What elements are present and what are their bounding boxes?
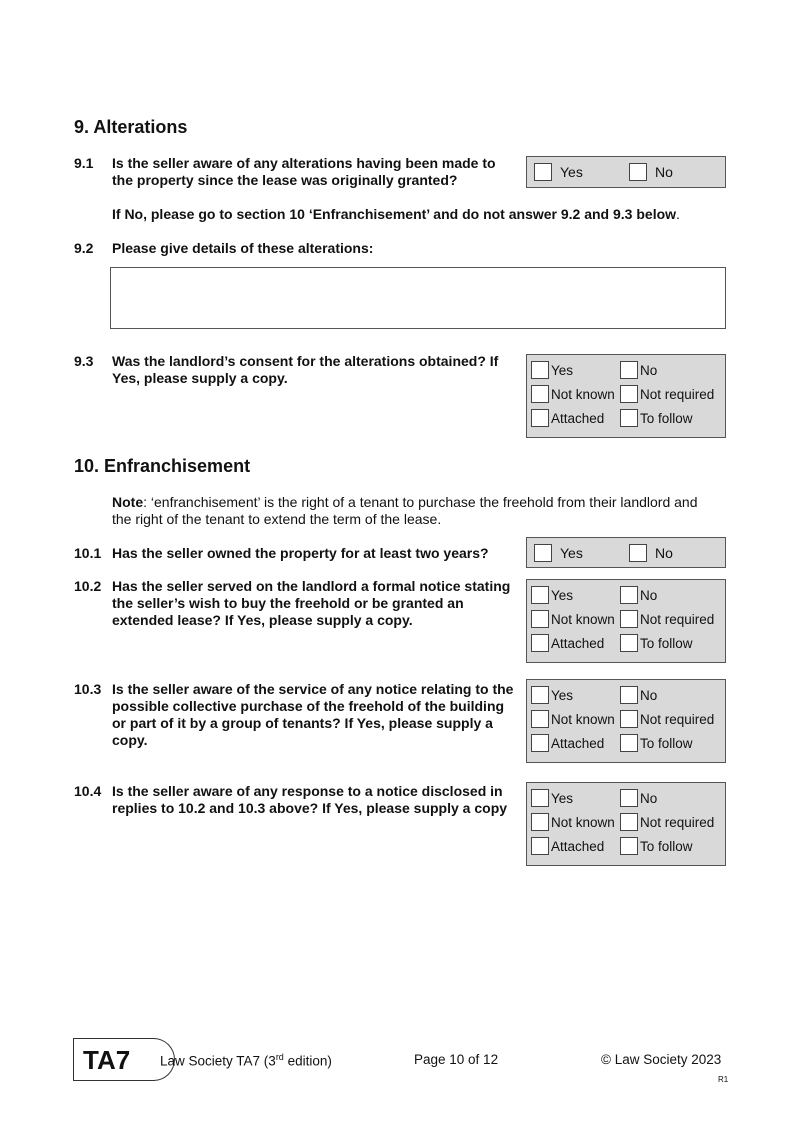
checkbox[interactable] <box>620 710 638 728</box>
option-attached[interactable]: Attached <box>531 409 604 429</box>
checkbox[interactable] <box>531 813 549 831</box>
checkbox[interactable] <box>620 837 638 855</box>
question-text: Please give details of these alterations: <box>112 240 374 256</box>
checkbox[interactable] <box>531 789 549 807</box>
section-9-heading: 9. Alterations <box>74 117 188 137</box>
option-to-follow[interactable]: To follow <box>620 837 693 857</box>
checkbox[interactable] <box>531 837 549 855</box>
option-no[interactable]: No <box>629 163 673 181</box>
copyright: © Law Society 2023 <box>601 1052 722 1067</box>
option-not-known[interactable]: Not known <box>531 385 615 405</box>
option-attached[interactable]: Attached <box>531 734 604 754</box>
option-yes[interactable]: Yes <box>531 686 573 706</box>
checkbox[interactable] <box>531 686 549 704</box>
checkbox[interactable] <box>531 586 549 604</box>
option-to-follow[interactable]: To follow <box>620 409 693 429</box>
option-attached[interactable]: Attached <box>531 634 604 654</box>
question-number: 9.3 <box>74 353 94 369</box>
question-text: Has the seller owned the property for at least two years? <box>112 545 489 561</box>
option-not-required[interactable]: Not required <box>620 710 714 730</box>
question-number: 10.2 <box>74 578 102 594</box>
checkbox[interactable] <box>620 586 638 604</box>
checkbox[interactable] <box>531 634 549 652</box>
answer-box-9-1 <box>526 156 726 188</box>
checkbox[interactable] <box>620 789 638 807</box>
answer-box-10-3 <box>526 679 726 763</box>
checkbox[interactable] <box>531 409 549 427</box>
checkbox[interactable] <box>620 610 638 628</box>
option-no[interactable]: No <box>620 361 657 381</box>
checkbox[interactable] <box>620 813 638 831</box>
option-attached[interactable]: Attached <box>531 837 604 857</box>
option-not-known[interactable]: Not known <box>531 610 615 630</box>
option-yes[interactable]: Yes <box>531 361 573 381</box>
ta7-logo <box>73 1038 155 1081</box>
form-title: Law Society TA7 (3rd edition) <box>160 1052 332 1069</box>
alterations-details-textbox[interactable] <box>110 267 726 329</box>
revision-code: R1 <box>718 1075 729 1084</box>
option-no[interactable]: No <box>620 789 657 809</box>
checkbox[interactable] <box>531 710 549 728</box>
checkbox[interactable] <box>620 734 638 752</box>
question-text: Is the seller aware of any alterations having been made to the property since the lease was originally granted? <box>112 155 496 188</box>
checkbox[interactable] <box>620 634 638 652</box>
logo-text: TA7 <box>83 1045 131 1075</box>
option-not-known[interactable]: Not known <box>531 813 615 833</box>
option-no[interactable]: No <box>629 544 673 562</box>
checkbox[interactable] <box>620 686 638 704</box>
option-not-required[interactable]: Not required <box>620 610 714 630</box>
option-not-required[interactable]: Not required <box>620 385 714 405</box>
section-10-heading: 10. Enfranchisement <box>74 456 251 476</box>
instruction-text: If No, please go to section 10 ‘Enfranchisement’ and do not answer 9.2 and 9.3 below. <box>112 206 680 222</box>
question-number: 9.2 <box>74 240 94 256</box>
option-yes[interactable]: Yes <box>531 586 573 606</box>
question-text: Was the landlord’s consent for the alterations obtained? If Yes, please supply a copy. <box>112 353 499 386</box>
checkbox[interactable] <box>620 409 638 427</box>
option-yes[interactable]: Yes <box>534 163 583 181</box>
option-to-follow[interactable]: To follow <box>620 734 693 754</box>
answer-box-10-1 <box>526 537 726 568</box>
checkbox[interactable] <box>534 544 552 562</box>
question-number: 10.1 <box>74 545 102 561</box>
option-not-known[interactable]: Not known <box>531 710 615 730</box>
option-yes[interactable]: Yes <box>531 789 573 809</box>
checkbox[interactable] <box>531 385 549 403</box>
question-number: 10.4 <box>74 783 102 799</box>
question-number: 10.3 <box>74 681 102 697</box>
answer-box-10-4 <box>526 782 726 866</box>
checkbox[interactable] <box>531 610 549 628</box>
option-not-required[interactable]: Not required <box>620 813 714 833</box>
checkbox[interactable] <box>629 544 647 562</box>
question-text: Is the seller aware of any response to a notice disclosed in replies to 10.2 and 10.3 above? If Yes, please supply a copy <box>112 783 508 816</box>
question-text: Has the seller served on the landlord a formal notice stating the seller’s wish to buy the freehold or be granted an extended lease? If Yes, please supply a copy. <box>112 578 511 628</box>
checkbox[interactable] <box>620 385 638 403</box>
option-no[interactable]: No <box>620 586 657 606</box>
option-yes[interactable]: Yes <box>534 544 583 562</box>
question-text: Is the seller aware of the service of any notice relating to the possible collective purchase of the freehold of the building or part of it by a group of tenants? If Yes, please supply a copy. <box>112 681 514 748</box>
note-text: Note: ‘enfranchisement’ is the right of a tenant to purchase the freehold from their landlord and the right of the tenant to extend the term of the lease. <box>112 494 698 527</box>
checkbox[interactable] <box>629 163 647 181</box>
question-number: 9.1 <box>74 155 94 171</box>
answer-box-10-2 <box>526 579 726 663</box>
option-no[interactable]: No <box>620 686 657 706</box>
checkbox[interactable] <box>531 361 549 379</box>
page-number: Page 10 of 12 <box>414 1052 499 1067</box>
checkbox[interactable] <box>620 361 638 379</box>
checkbox[interactable] <box>531 734 549 752</box>
option-to-follow[interactable]: To follow <box>620 634 693 654</box>
checkbox[interactable] <box>534 163 552 181</box>
answer-box-9-3 <box>526 354 726 438</box>
